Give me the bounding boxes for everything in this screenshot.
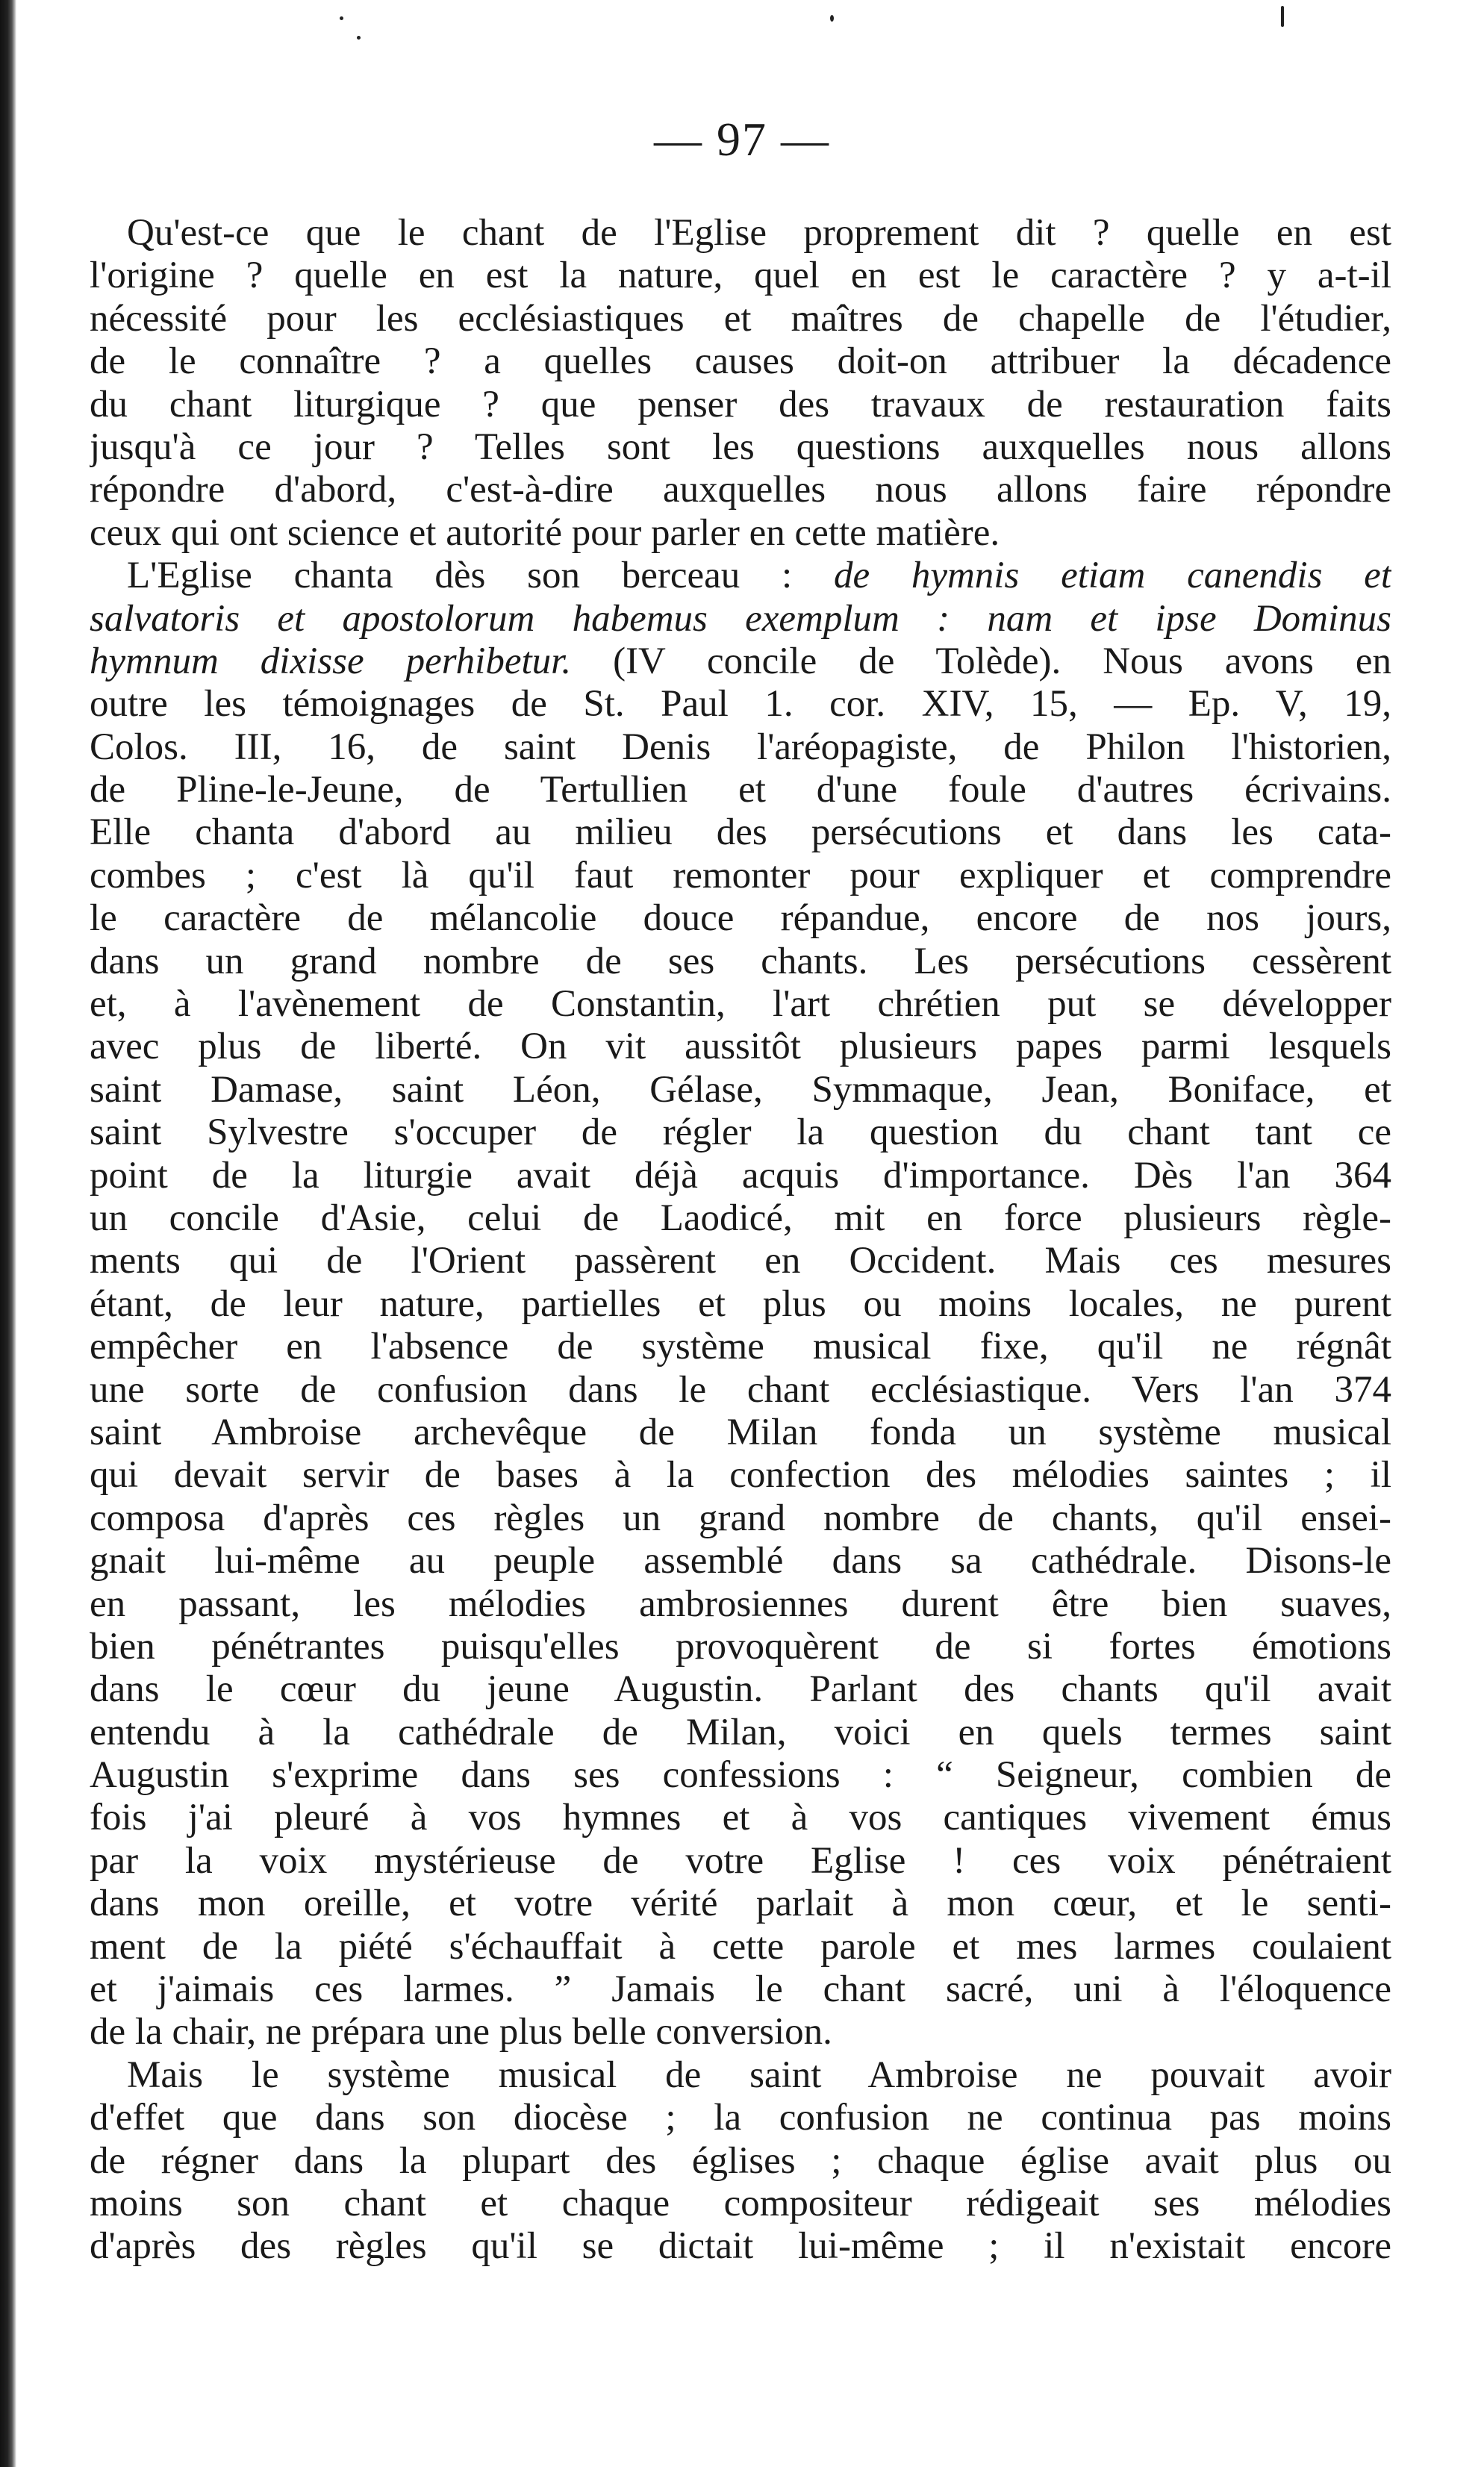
text-line: Augustin s'exprime dans ses confessions : “ Seigneur, combien de — [90, 1754, 1391, 1797]
text-line: entendu à la cathédrale de Milan, voici en quels termes saint — [90, 1711, 1391, 1753]
text-line: moins son chant et chaque compositeur rédigeait ses mélodies — [90, 2182, 1391, 2224]
text-line: composa d'après ces règles un grand nombre de chants, qu'il ensei- — [90, 1497, 1391, 1539]
text-run: (IV concile de Tolède). Nous avons en — [571, 640, 1391, 682]
text-line: bien pénétrantes puisqu'elles provoquèrent de si fortes émotions — [90, 1625, 1391, 1668]
text-line: gnait lui-même au peuple assemblé dans sa cathédrale. Disons-le — [90, 1540, 1391, 1582]
text-line: de le connaître ? a quelles causes doit-on attribuer la décadence — [90, 340, 1391, 383]
text-line: nécessité pour les ecclésiastiques et maîtres de chapelle de l'étudier, — [90, 297, 1391, 340]
page-number: — 97 — — [654, 113, 830, 166]
text-line: l'origine ? quelle en est la nature, quel en est le caractère ? y a-t-il — [90, 255, 1391, 297]
text-line: point de la liturgie avait déjà acquis d'importance. Dès l'an 364 — [90, 1154, 1391, 1197]
text-line: et, à l'avènement de Constantin, l'art chrétien put se développer — [90, 983, 1391, 1026]
text-line — [90, 598, 1391, 640]
text-line: ceux qui ont science et autorité pour parler en cette matière. — [90, 511, 1000, 554]
text-line: par la voix mystérieuse de votre Eglise ! ces voix pénétraient — [90, 1839, 1391, 1882]
text-line: Mais le système musical de saint Ambroise ne pouvait avoir — [127, 2053, 1391, 2096]
text-line: d'effet que dans son diocèse ; la confusion ne continua pas moins — [90, 2097, 1391, 2139]
text-line: saint Sylvestre s'occuper de régler la question du chant tant ce — [90, 1111, 1391, 1154]
text-line: dans le cœur du jeune Augustin. Parlant des chants qu'il avait — [90, 1668, 1391, 1711]
text-line: de Pline-le-Jeune, de Tertullien et d'une foule d'autres écrivains. — [90, 769, 1391, 811]
latin-quote: salvatoris et apostolorum habemus exemplum : nam et ipse Dominus — [90, 597, 1391, 640]
text-line: un concile d'Asie, celui de Laodicé, mit en force plusieurs règle- — [90, 1197, 1391, 1239]
text-line: d'après des règles qu'il se dictait lui-même ; il n'existait encore — [90, 2225, 1391, 2268]
text-line: Colos. III, 16, de saint Denis l'aréopagiste, de Philon l'historien, — [90, 726, 1391, 768]
text-line: ment de la piété s'échauffait à cette parole et mes larmes coulaient — [90, 1925, 1391, 1968]
text-line: de la chair, ne prépara une plus belle conversion. — [90, 2011, 832, 2053]
text-line — [90, 640, 1391, 683]
text-line: combes ; c'est là qu'il faut remonter pour expliquer et comprendre — [90, 854, 1391, 896]
text-line: de régner dans la plupart des églises ; chaque église avait plus ou — [90, 2139, 1391, 2182]
text-line: outre les témoignages de St. Paul 1. cor. XIV, 15, — Ep. V, 19, — [90, 683, 1391, 726]
text-run: L'Eglise chanta dès son berceau : — [127, 555, 834, 597]
scan-speck — [1281, 6, 1284, 27]
body-text — [90, 212, 1391, 2268]
scan-speck — [357, 36, 361, 40]
text-line: en passant, les mélodies ambrosiennes durent être bien suaves, — [90, 1582, 1391, 1625]
latin-quote: de hymnis etiam canendis et — [833, 555, 1391, 597]
latin-quote: hymnum dixisse perhibetur. — [90, 640, 572, 682]
text-line: le caractère de mélancolie douce répandue, encore de nos jours, — [90, 897, 1391, 940]
text-line: Elle chanta d'abord au milieu des persécutions et dans les cata- — [90, 811, 1391, 854]
text-line: ments qui de l'Orient passèrent en Occident. Mais ces mesures — [90, 1240, 1391, 1282]
text-line: une sorte de confusion dans le chant ecclésiastique. Vers l'an 374 — [90, 1368, 1391, 1411]
text-line: avec plus de liberté. On vit aussitôt plusieurs papes parmi lesquels — [90, 1026, 1391, 1068]
text-line: jusqu'à ce jour ? Telles sont les questions auxquelles nous allons — [90, 425, 1391, 468]
text-line — [90, 555, 1391, 597]
text-line: étant, de leur nature, partielles et plus ou moins locales, ne purent — [90, 1282, 1391, 1325]
text-line: saint Ambroise archevêque de Milan fonda un système musical — [90, 1411, 1391, 1453]
text-line: qui devait servir de bases à la confection des mélodies saintes ; il — [90, 1454, 1391, 1497]
binding-edge — [0, 0, 16, 2467]
text-line: empêcher en l'absence de système musical fixe, qu'il ne régnât — [90, 1326, 1391, 1368]
text-line: fois j'ai pleuré à vos hymnes et à vos cantiques vivement émus — [90, 1797, 1391, 1839]
text-line: et j'aimais ces larmes. ” Jamais le chant sacré, uni à l'éloquence — [90, 1968, 1391, 2011]
text-line: Qu'est-ce que le chant de l'Eglise proprement dit ? quelle en est — [127, 212, 1391, 254]
scan-speck — [830, 15, 834, 22]
scan-speck — [340, 16, 343, 20]
text-line: répondre d'abord, c'est-à-dire auxquelles nous allons faire répondre — [90, 469, 1391, 511]
text-line: dans un grand nombre de ses chants. Les persécutions cessèrent — [90, 940, 1391, 982]
text-line: du chant liturgique ? que penser des travaux de restauration faits — [90, 383, 1391, 425]
text-line: saint Damase, saint Léon, Gélase, Symmaque, Jean, Boniface, et — [90, 1068, 1391, 1111]
text-line: dans mon oreille, et votre vérité parlait à mon cœur, et le senti- — [90, 1883, 1391, 1925]
